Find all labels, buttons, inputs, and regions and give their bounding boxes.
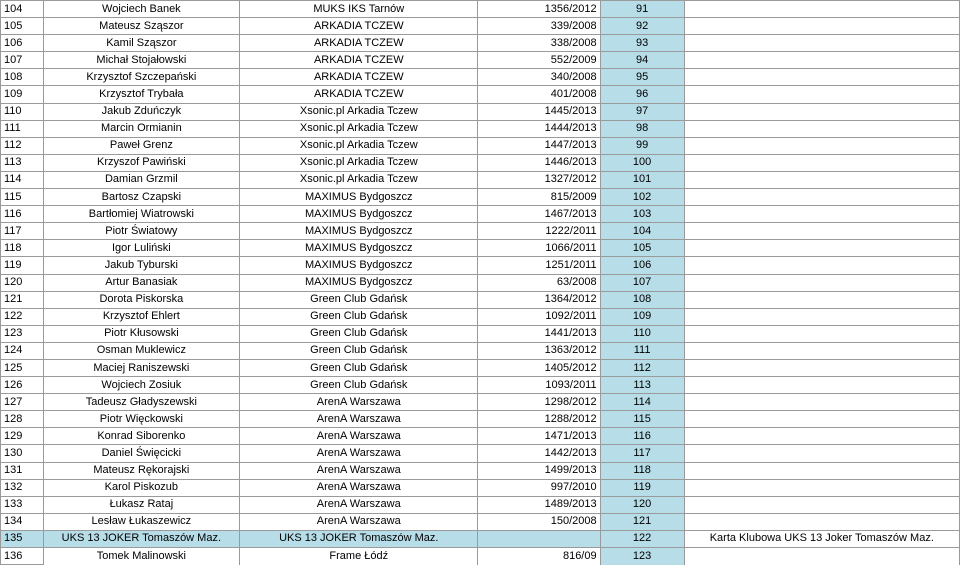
club-cell: MAXIMUS Bydgoszcz	[240, 223, 478, 240]
table-row	[1, 1, 960, 18]
participant-name-cell: Mateusz Rękorajski	[43, 462, 240, 479]
row-number-cell: 121	[1, 291, 44, 308]
row-number-cell: 113	[1, 154, 44, 171]
table-row	[1, 342, 960, 359]
club-cell: Green Club Gdańsk	[240, 291, 478, 308]
start-number-cell: 101	[600, 171, 684, 188]
table-row	[1, 325, 960, 342]
note-cell	[684, 548, 959, 565]
club-cell: Xsonic.pl Arkadia Tczew	[240, 154, 478, 171]
start-number-cell: 123	[600, 548, 684, 565]
note-cell	[684, 154, 959, 171]
row-number-cell: 123	[1, 325, 44, 342]
start-number-cell: 117	[600, 445, 684, 462]
table-row	[1, 154, 960, 171]
license-cell: 1405/2012	[478, 359, 600, 376]
row-number-cell: 114	[1, 171, 44, 188]
club-cell: ARKADIA TCZEW	[240, 18, 478, 35]
license-cell: 1441/2013	[478, 325, 600, 342]
note-cell	[684, 496, 959, 513]
license-cell: 1356/2012	[478, 1, 600, 18]
table-row	[1, 445, 960, 462]
table-row	[1, 496, 960, 513]
license-cell: 1447/2013	[478, 137, 600, 154]
club-cell: ArenA Warszawa	[240, 445, 478, 462]
participant-name-cell: Bartosz Czapski	[43, 189, 240, 206]
club-cell: ArenA Warszawa	[240, 428, 478, 445]
start-number-cell: 106	[600, 257, 684, 274]
license-cell: 552/2009	[478, 52, 600, 69]
participant-name-cell: Jakub Tyburski	[43, 257, 240, 274]
note-cell	[684, 462, 959, 479]
row-number-cell: 107	[1, 52, 44, 69]
note-cell	[684, 394, 959, 411]
start-number-cell: 118	[600, 462, 684, 479]
note-cell	[684, 513, 959, 530]
row-number-cell: 110	[1, 103, 44, 120]
start-number-cell: 102	[600, 189, 684, 206]
club-cell: ARKADIA TCZEW	[240, 86, 478, 103]
participant-name-cell: Dorota Piskorska	[43, 291, 240, 308]
club-cell: MAXIMUS Bydgoszcz	[240, 206, 478, 223]
participant-name-cell: Marcin Ormianin	[43, 120, 240, 137]
club-cell: Xsonic.pl Arkadia Tczew	[240, 103, 478, 120]
participant-name-cell: Konrad Siborenko	[43, 428, 240, 445]
participant-name-cell: Wojciech Banek	[43, 1, 240, 18]
table-row	[1, 394, 960, 411]
table-row	[1, 223, 960, 240]
participant-name-cell: Krzyszof Pawiński	[43, 154, 240, 171]
row-number-cell: 116	[1, 206, 44, 223]
license-cell: 997/2010	[478, 479, 600, 496]
license-cell: 1327/2012	[478, 171, 600, 188]
note-cell	[684, 120, 959, 137]
note-cell	[684, 189, 959, 206]
club-cell: ARKADIA TCZEW	[240, 35, 478, 52]
participant-name-cell: Kamil Sząszor	[43, 35, 240, 52]
row-number-cell: 109	[1, 86, 44, 103]
row-number-cell: 111	[1, 120, 44, 137]
note-cell	[684, 377, 959, 394]
row-number-cell: 122	[1, 308, 44, 325]
note-cell	[684, 52, 959, 69]
row-number-cell: 104	[1, 1, 44, 18]
table-row	[1, 479, 960, 496]
table-row	[1, 411, 960, 428]
note-cell	[684, 206, 959, 223]
row-number-cell: 112	[1, 137, 44, 154]
license-cell: 1489/2013	[478, 496, 600, 513]
note-cell	[684, 103, 959, 120]
club-cell: ArenA Warszawa	[240, 462, 478, 479]
start-number-cell: 115	[600, 411, 684, 428]
row-number-cell: 133	[1, 496, 44, 513]
note-cell	[684, 1, 959, 18]
table-row	[1, 86, 960, 103]
table-row	[1, 291, 960, 308]
club-cell: ARKADIA TCZEW	[240, 69, 478, 86]
table-row	[1, 240, 960, 257]
table-row	[1, 428, 960, 445]
row-number-cell: 106	[1, 35, 44, 52]
start-number-cell: 119	[600, 479, 684, 496]
license-cell: 1251/2011	[478, 257, 600, 274]
table-row	[1, 513, 960, 530]
start-number-cell: 120	[600, 496, 684, 513]
participant-name-cell: Jakub Zduńczyk	[43, 103, 240, 120]
start-number-cell: 95	[600, 69, 684, 86]
club-cell: MUKS IKS Tarnów	[240, 1, 478, 18]
table-row	[1, 274, 960, 291]
license-cell: 1363/2012	[478, 342, 600, 359]
start-number-cell: 91	[600, 1, 684, 18]
participant-name-cell: Krzysztof Ehlert	[43, 308, 240, 325]
note-cell	[684, 257, 959, 274]
license-cell: 1471/2013	[478, 428, 600, 445]
start-number-cell: 121	[600, 513, 684, 530]
table-row	[1, 206, 960, 223]
participant-name-cell: Lesław Łukaszewicz	[43, 513, 240, 530]
note-cell	[684, 240, 959, 257]
club-cell: ArenA Warszawa	[240, 496, 478, 513]
license-cell: 1467/2013	[478, 206, 600, 223]
club-cell: MAXIMUS Bydgoszcz	[240, 240, 478, 257]
row-number-cell: 119	[1, 257, 44, 274]
start-number-cell: 122	[600, 530, 684, 547]
start-number-cell: 100	[600, 154, 684, 171]
license-cell: 1445/2013	[478, 103, 600, 120]
participant-name-cell: Krzysztof Trybała	[43, 86, 240, 103]
note-cell	[684, 479, 959, 496]
participant-name-cell: Tadeusz Gładyszewski	[43, 394, 240, 411]
note-cell	[684, 308, 959, 325]
row-number-cell: 115	[1, 189, 44, 206]
row-number-cell: 124	[1, 342, 44, 359]
club-cell: Green Club Gdańsk	[240, 308, 478, 325]
license-cell: 1288/2012	[478, 411, 600, 428]
license-cell: 1298/2012	[478, 394, 600, 411]
club-cell: Xsonic.pl Arkadia Tczew	[240, 137, 478, 154]
table-row	[1, 530, 960, 547]
participant-name-cell: Damian Grzmil	[43, 171, 240, 188]
table-row	[1, 137, 960, 154]
participant-name-cell: Piotr Więckowski	[43, 411, 240, 428]
club-cell: MAXIMUS Bydgoszcz	[240, 257, 478, 274]
start-number-cell: 107	[600, 274, 684, 291]
license-cell: 815/2009	[478, 189, 600, 206]
note-cell	[684, 342, 959, 359]
license-cell: 338/2008	[478, 35, 600, 52]
participant-name-cell: Paweł Grenz	[43, 137, 240, 154]
note-cell: Karta Klubowa UKS 13 Joker Tomaszów Maz.	[684, 530, 959, 547]
participant-name-cell: Michał Stojałowski	[43, 52, 240, 69]
note-cell	[684, 445, 959, 462]
participant-name-cell: Osman Muklewicz	[43, 342, 240, 359]
start-number-cell: 111	[600, 342, 684, 359]
participant-name-cell: Krzysztof Szczepański	[43, 69, 240, 86]
license-cell: 340/2008	[478, 69, 600, 86]
start-number-cell: 104	[600, 223, 684, 240]
license-cell: 401/2008	[478, 86, 600, 103]
row-number-cell: 125	[1, 359, 44, 376]
license-cell: 1499/2013	[478, 462, 600, 479]
note-cell	[684, 411, 959, 428]
participant-name-cell: Igor Luliński	[43, 240, 240, 257]
license-cell: 1364/2012	[478, 291, 600, 308]
license-cell: 816/09	[478, 548, 600, 565]
row-number-cell: 108	[1, 69, 44, 86]
club-cell: MAXIMUS Bydgoszcz	[240, 189, 478, 206]
start-number-cell: 97	[600, 103, 684, 120]
participant-name-cell: Daniel Święcicki	[43, 445, 240, 462]
note-cell	[684, 274, 959, 291]
participant-name-cell: UKS 13 JOKER Tomaszów Maz.	[43, 530, 240, 547]
table-row	[1, 171, 960, 188]
start-number-cell: 98	[600, 120, 684, 137]
table-row	[1, 35, 960, 52]
start-number-cell: 116	[600, 428, 684, 445]
row-number-cell: 120	[1, 274, 44, 291]
note-cell	[684, 223, 959, 240]
start-number-cell: 94	[600, 52, 684, 69]
row-number-cell: 118	[1, 240, 44, 257]
row-number-cell: 134	[1, 513, 44, 530]
start-number-cell: 114	[600, 394, 684, 411]
club-cell: Green Club Gdańsk	[240, 342, 478, 359]
note-cell	[684, 291, 959, 308]
note-cell	[684, 35, 959, 52]
table-row	[1, 18, 960, 35]
license-cell: 1092/2011	[478, 308, 600, 325]
club-cell: ARKADIA TCZEW	[240, 52, 478, 69]
club-cell: Green Club Gdańsk	[240, 325, 478, 342]
row-number-cell: 130	[1, 445, 44, 462]
participant-name-cell: Tomek Malinowski	[43, 548, 240, 565]
start-number-cell: 99	[600, 137, 684, 154]
start-number-cell: 112	[600, 359, 684, 376]
start-number-cell: 109	[600, 308, 684, 325]
start-number-cell: 96	[600, 86, 684, 103]
license-cell: 1442/2013	[478, 445, 600, 462]
club-cell: Green Club Gdańsk	[240, 359, 478, 376]
participant-name-cell: Artur Banasiak	[43, 274, 240, 291]
table-row	[1, 120, 960, 137]
start-number-cell: 108	[600, 291, 684, 308]
table-body	[1, 1, 960, 565]
note-cell	[684, 171, 959, 188]
note-cell	[684, 86, 959, 103]
table-row	[1, 462, 960, 479]
club-cell: MAXIMUS Bydgoszcz	[240, 274, 478, 291]
license-cell: 63/2008	[478, 274, 600, 291]
participant-name-cell: Maciej Raniszewski	[43, 359, 240, 376]
participant-name-cell: Karol Piskozub	[43, 479, 240, 496]
table-row	[1, 548, 960, 565]
start-number-cell: 105	[600, 240, 684, 257]
row-number-cell: 127	[1, 394, 44, 411]
club-cell: ArenA Warszawa	[240, 513, 478, 530]
note-cell	[684, 325, 959, 342]
row-number-cell: 136	[1, 548, 44, 565]
participant-name-cell: Piotr Światowy	[43, 223, 240, 240]
club-cell: ArenA Warszawa	[240, 411, 478, 428]
start-number-cell: 113	[600, 377, 684, 394]
participant-name-cell: Piotr Kłusowski	[43, 325, 240, 342]
start-number-cell: 93	[600, 35, 684, 52]
license-cell	[478, 530, 600, 547]
row-number-cell: 126	[1, 377, 44, 394]
table-row	[1, 103, 960, 120]
club-cell: Frame Łódź	[240, 548, 478, 565]
license-cell: 150/2008	[478, 513, 600, 530]
note-cell	[684, 359, 959, 376]
row-number-cell: 105	[1, 18, 44, 35]
participant-name-cell: Wojciech Zosiuk	[43, 377, 240, 394]
table-row	[1, 359, 960, 376]
license-cell: 1093/2011	[478, 377, 600, 394]
row-number-cell: 129	[1, 428, 44, 445]
note-cell	[684, 18, 959, 35]
club-cell: Xsonic.pl Arkadia Tczew	[240, 171, 478, 188]
row-number-cell: 132	[1, 479, 44, 496]
row-number-cell: 135	[1, 530, 44, 547]
row-number-cell: 131	[1, 462, 44, 479]
table-row	[1, 69, 960, 86]
table-row	[1, 189, 960, 206]
row-number-cell: 128	[1, 411, 44, 428]
table-row	[1, 257, 960, 274]
note-cell	[684, 428, 959, 445]
license-cell: 1222/2011	[478, 223, 600, 240]
note-cell	[684, 137, 959, 154]
table-row	[1, 308, 960, 325]
table-row	[1, 52, 960, 69]
license-cell: 1444/2013	[478, 120, 600, 137]
club-cell: ArenA Warszawa	[240, 479, 478, 496]
start-number-cell: 110	[600, 325, 684, 342]
club-cell: Green Club Gdańsk	[240, 377, 478, 394]
participant-name-cell: Bartłomiej Wiatrowski	[43, 206, 240, 223]
table-row	[1, 377, 960, 394]
club-cell: Xsonic.pl Arkadia Tczew	[240, 120, 478, 137]
license-cell: 339/2008	[478, 18, 600, 35]
license-cell: 1066/2011	[478, 240, 600, 257]
note-cell	[684, 69, 959, 86]
start-number-cell: 92	[600, 18, 684, 35]
club-cell: UKS 13 JOKER Tomaszów Maz.	[240, 530, 478, 547]
row-number-cell: 117	[1, 223, 44, 240]
start-number-cell: 103	[600, 206, 684, 223]
participant-name-cell: Mateusz Sząszor	[43, 18, 240, 35]
license-cell: 1446/2013	[478, 154, 600, 171]
participant-name-cell: Łukasz Rataj	[43, 496, 240, 513]
club-cell: ArenA Warszawa	[240, 394, 478, 411]
